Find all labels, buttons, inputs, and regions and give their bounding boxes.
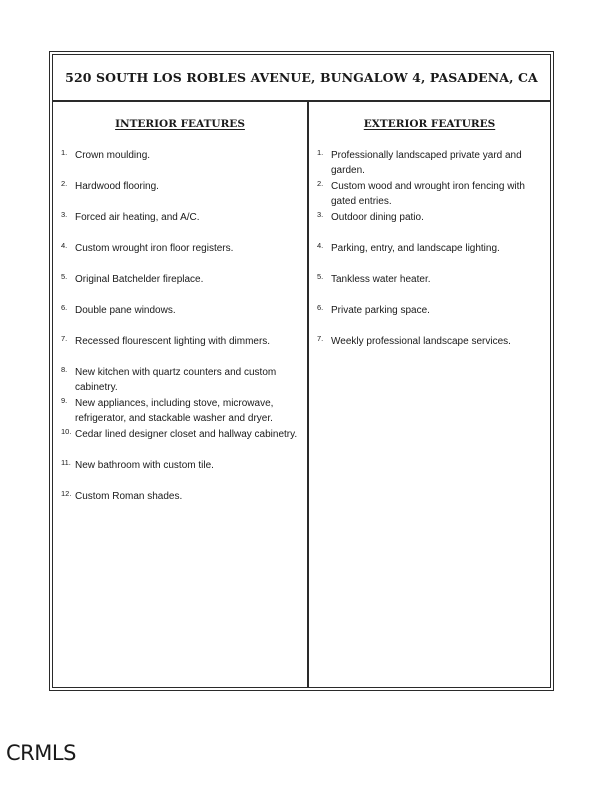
list-item — [61, 489, 303, 504]
title-row — [53, 55, 550, 102]
list-item — [61, 148, 303, 163]
item-number: 12. — [61, 489, 72, 498]
item-text: New bathroom with custom tile. — [75, 460, 214, 471]
exterior-features-column — [309, 102, 550, 687]
item-number: 1. — [61, 148, 68, 157]
list-item — [61, 334, 303, 349]
item-text: Custom Roman shades. — [75, 491, 183, 502]
item-number: 1. — [317, 148, 324, 157]
item-text: Parking, entry, and landscape lighting. — [331, 243, 500, 254]
property-address-title: 520 SOUTH LOS ROBLES AVENUE, BUNGALOW 4, PASADENA, CA — [65, 70, 538, 85]
feature-table — [52, 54, 551, 688]
item-text: Forced air heating, and A/C. — [75, 212, 200, 223]
item-text: Cedar lined designer closet and hallway cabinetry. — [75, 429, 298, 440]
list-item — [317, 148, 546, 178]
item-number: 6. — [317, 303, 324, 312]
item-text: Double pane windows. — [75, 305, 176, 316]
item-text: Hardwood flooring. — [75, 181, 159, 192]
list-item — [61, 396, 303, 426]
item-text: Custom wrought iron floor registers. — [75, 243, 234, 254]
feature-sheet — [49, 51, 554, 691]
list-item — [61, 179, 303, 194]
item-text: Private parking space. — [331, 305, 430, 316]
list-item — [61, 303, 303, 318]
item-text: Outdoor dining patio. — [331, 212, 424, 223]
item-number: 3. — [61, 210, 68, 219]
item-number: 11. — [61, 458, 71, 467]
item-text: Crown moulding. — [75, 150, 151, 161]
item-number: 5. — [61, 272, 68, 281]
list-item — [317, 272, 546, 287]
list-item — [61, 458, 303, 473]
crmls-logo: CRMLS — [6, 741, 76, 765]
list-item — [317, 241, 546, 256]
list-item — [61, 427, 303, 442]
item-number: 2. — [61, 179, 68, 188]
item-number: 5. — [317, 272, 324, 281]
item-number: 7. — [61, 334, 68, 343]
item-text: New kitchen with quartz counters and custom cabinetry. — [75, 367, 277, 393]
item-text: Professionally landscaped private yard and garden. — [331, 150, 522, 176]
item-number: 2. — [317, 179, 324, 188]
item-number: 9. — [61, 396, 68, 405]
item-text: Tankless water heater. — [331, 274, 431, 285]
interior-features-heading: INTERIOR FEATURES — [115, 118, 245, 130]
list-item — [317, 303, 546, 318]
item-number: 6. — [61, 303, 68, 312]
item-text: New appliances, including stove, microwave, refrigerator, and stackable washer and dryer. — [75, 398, 274, 424]
item-text: Original Batchelder fireplace. — [75, 274, 204, 285]
list-item — [61, 272, 303, 287]
list-item — [317, 334, 546, 349]
item-number: 8. — [61, 365, 68, 374]
item-number: 4. — [61, 241, 68, 250]
item-number: 4. — [317, 241, 324, 250]
item-text: Weekly professional landscape services. — [331, 336, 511, 347]
item-text: Recessed flourescent lighting with dimmers. — [75, 336, 271, 347]
item-number: 10. — [61, 427, 72, 436]
list-item — [61, 241, 303, 256]
interior-features-column — [53, 102, 307, 687]
exterior-features-heading: EXTERIOR FEATURES — [363, 118, 496, 130]
item-number: 7. — [317, 334, 324, 343]
item-text: Custom wood and wrought iron fencing with gated entries. — [331, 181, 525, 207]
list-item — [317, 179, 546, 209]
list-item — [61, 210, 303, 225]
list-item — [61, 365, 303, 395]
item-number: 3. — [317, 210, 324, 219]
list-item — [317, 210, 546, 225]
